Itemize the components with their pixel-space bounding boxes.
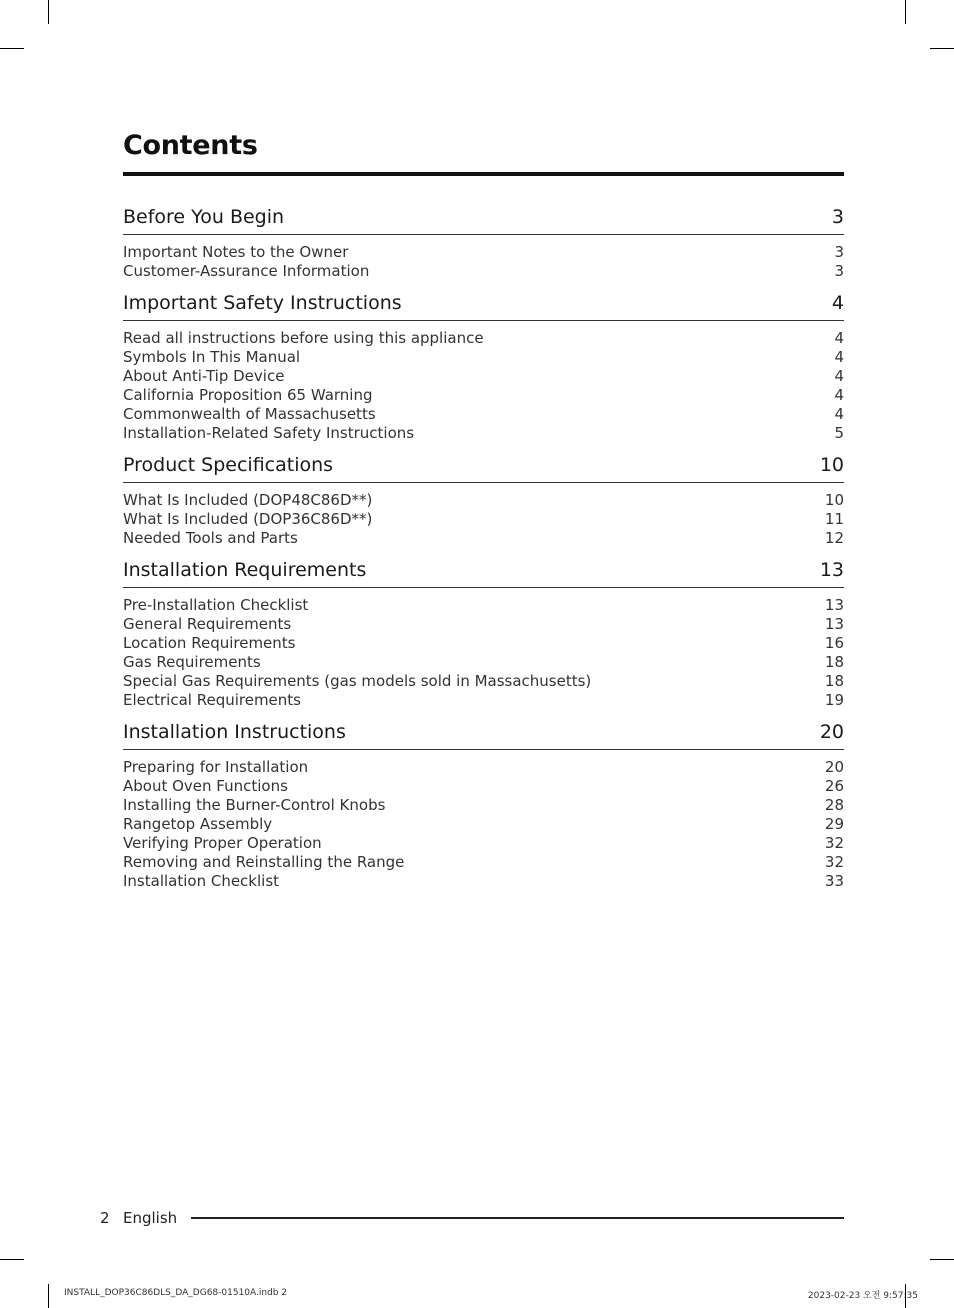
- section-page: 13: [819, 559, 844, 581]
- crop-mark: [48, 0, 49, 24]
- entry-label: Location Requirements: [123, 634, 296, 652]
- toc-entry[interactable]: [123, 367, 844, 386]
- toc-section-heading[interactable]: [123, 205, 844, 235]
- toc-entry[interactable]: [123, 348, 844, 367]
- section-page: 20: [819, 721, 844, 743]
- toc-entry[interactable]: [123, 872, 844, 891]
- toc-entry[interactable]: [123, 796, 844, 815]
- footer-rule: [191, 1217, 844, 1219]
- toc-entry[interactable]: [123, 329, 844, 348]
- entry-page: 4: [834, 329, 844, 347]
- entry-page: 19: [824, 691, 844, 709]
- entry-label: About Oven Functions: [123, 777, 288, 795]
- entry-label: Installing the Burner-Control Knobs: [123, 796, 386, 814]
- entry-page: 26: [824, 777, 844, 795]
- toc-section-heading[interactable]: [123, 720, 844, 750]
- entry-label: What Is Included (DOP36C86D**): [123, 510, 373, 528]
- toc-entry[interactable]: [123, 243, 844, 262]
- entry-label: Needed Tools and Parts: [123, 529, 298, 547]
- toc-entry[interactable]: [123, 386, 844, 405]
- crop-mark: [905, 0, 906, 24]
- toc-entry[interactable]: [123, 758, 844, 777]
- entry-label: Read all instructions before using this appliance: [123, 329, 484, 347]
- entry-label: Removing and Reinstalling the Range: [123, 853, 405, 871]
- entry-page: 3: [834, 262, 844, 280]
- footer-language: English: [123, 1209, 178, 1227]
- print-slug-file: INSTALL_DOP36C86DLS_DA_DG68-01510A.indb 2: [64, 1288, 288, 1298]
- toc-section: [123, 205, 844, 281]
- toc-entry[interactable]: [123, 815, 844, 834]
- page-title: Contents: [123, 130, 258, 161]
- toc-entry[interactable]: [123, 510, 844, 529]
- entry-label: Commonwealth of Massachusetts: [123, 405, 376, 423]
- entry-page: 16: [824, 634, 844, 652]
- toc-entry[interactable]: [123, 529, 844, 548]
- entry-page: 13: [824, 615, 844, 633]
- page-footer: [100, 1207, 844, 1229]
- toc-section: [123, 453, 844, 548]
- toc-section: [123, 291, 844, 443]
- entry-label: Rangetop Assembly: [123, 815, 273, 833]
- entry-label: Symbols In This Manual: [123, 348, 301, 366]
- print-slug-timestamp: 2023-02-23 오전 9:57:35: [807, 1291, 918, 1301]
- toc-section-heading[interactable]: [123, 453, 844, 483]
- entry-label: Important Notes to the Owner: [123, 243, 349, 261]
- crop-mark: [0, 48, 24, 49]
- toc-entry[interactable]: [123, 596, 844, 615]
- entry-page: 32: [824, 834, 844, 852]
- entry-label: Gas Requirements: [123, 653, 261, 671]
- table-of-contents: [123, 205, 844, 901]
- page-number: 2: [100, 1209, 110, 1227]
- toc-entry[interactable]: [123, 405, 844, 424]
- entry-label: California Proposition 65 Warning: [123, 386, 373, 404]
- entry-label: Installation Checklist: [123, 872, 280, 890]
- toc-entry[interactable]: [123, 672, 844, 691]
- entry-page: 13: [824, 596, 844, 614]
- entry-page: 33: [824, 872, 844, 890]
- section-title: Product Specifications: [123, 454, 334, 476]
- toc-section-heading[interactable]: [123, 291, 844, 321]
- title-rule: [123, 172, 844, 176]
- entry-page: 18: [824, 672, 844, 690]
- entry-label: Special Gas Requirements (gas models sold in Massachusetts): [123, 672, 592, 690]
- toc-entry[interactable]: [123, 834, 844, 853]
- crop-mark: [48, 1284, 49, 1308]
- section-page: 10: [819, 454, 844, 476]
- entry-label: Customer-Assurance Information: [123, 262, 370, 280]
- entry-page: 4: [834, 367, 844, 385]
- entry-page: 11: [824, 510, 844, 528]
- crop-mark: [930, 48, 954, 49]
- section-page: 3: [831, 206, 844, 228]
- section-title: Installation Instructions: [123, 721, 346, 743]
- section-title: Important Safety Instructions: [123, 292, 402, 314]
- entry-page: 10: [824, 491, 844, 509]
- toc-section: [123, 558, 844, 710]
- toc-entry[interactable]: [123, 424, 844, 443]
- toc-entry[interactable]: [123, 691, 844, 710]
- crop-mark: [930, 1259, 954, 1260]
- entry-page: 4: [834, 348, 844, 366]
- entry-label: What Is Included (DOP48C86D**): [123, 491, 373, 509]
- entry-page: 4: [834, 386, 844, 404]
- entry-page: 3: [834, 243, 844, 261]
- toc-section-heading[interactable]: [123, 558, 844, 588]
- entry-page: 32: [824, 853, 844, 871]
- entry-page: 29: [824, 815, 844, 833]
- entry-label: General Requirements: [123, 615, 292, 633]
- toc-section: [123, 720, 844, 891]
- toc-entry[interactable]: [123, 491, 844, 510]
- section-page: 4: [831, 292, 844, 314]
- entry-page: 28: [824, 796, 844, 814]
- entry-label: Verifying Proper Operation: [123, 834, 322, 852]
- toc-entry[interactable]: [123, 853, 844, 872]
- toc-entry[interactable]: [123, 634, 844, 653]
- entry-label: About Anti-Tip Device: [123, 367, 285, 385]
- section-title: Installation Requirements: [123, 559, 367, 581]
- entry-label: Electrical Requirements: [123, 691, 301, 709]
- entry-page: 5: [834, 424, 844, 442]
- entry-page: 4: [834, 405, 844, 423]
- toc-entry[interactable]: [123, 262, 844, 281]
- section-title: Before You Begin: [123, 206, 285, 228]
- entry-page: 18: [824, 653, 844, 671]
- entry-page: 12: [824, 529, 844, 547]
- entry-label: Preparing for Installation: [123, 758, 309, 776]
- crop-mark: [0, 1259, 24, 1260]
- entry-label: Pre-Installation Checklist: [123, 596, 309, 614]
- toc-entry[interactable]: [123, 653, 844, 672]
- entry-page: 20: [824, 758, 844, 776]
- toc-entry[interactable]: [123, 615, 844, 634]
- entry-label: Installation-Related Safety Instructions: [123, 424, 415, 442]
- toc-entry[interactable]: [123, 777, 844, 796]
